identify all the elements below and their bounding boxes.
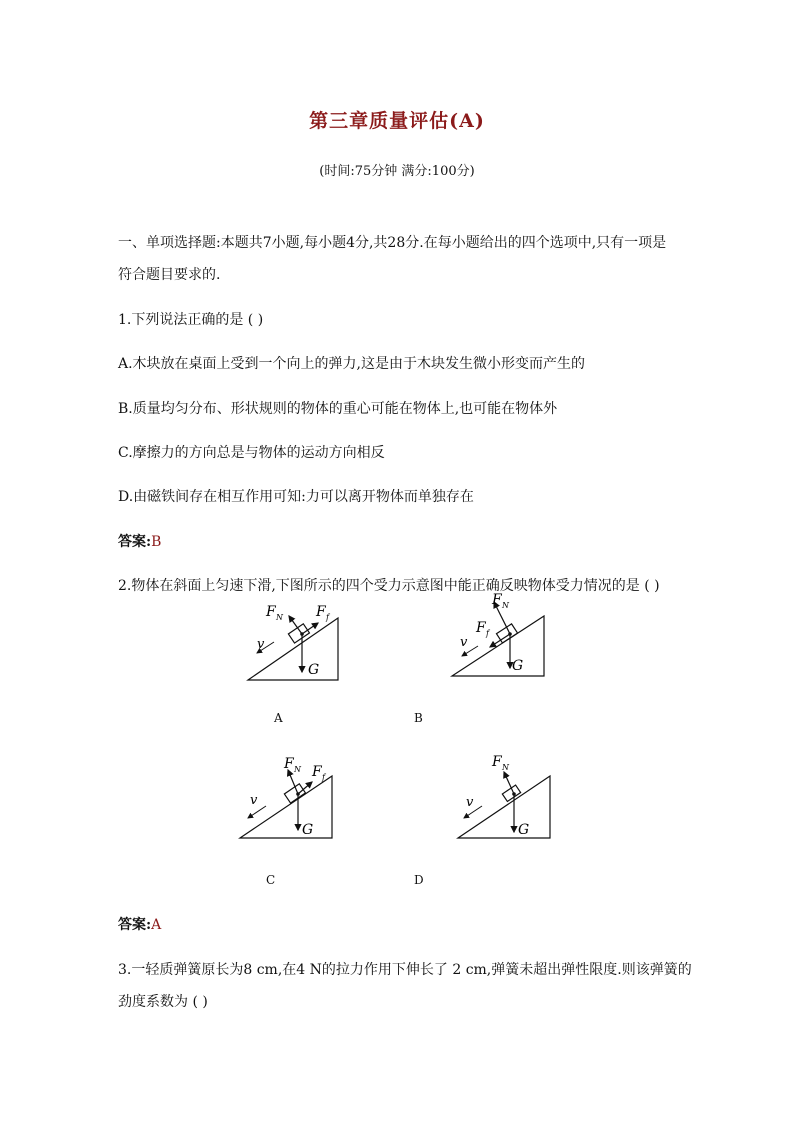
fig-label-b: B — [414, 711, 423, 725]
v-label: v — [466, 795, 474, 810]
q1-stem: 1.下列说法正确的是 ( ) — [118, 312, 264, 328]
answer-value: A — [151, 917, 162, 933]
exam-info: (时间:75分钟 满分:100分) — [319, 164, 475, 179]
page-title: 第三章质量评估(A) — [309, 110, 485, 132]
section-heading-line2: 符合题目要求的. — [118, 267, 221, 283]
section-heading-line1: 一、单项选择题:本题共7小题,每小题4分,共28分.在每小题给出的四个选项中,只有一项是 — [118, 235, 667, 251]
ff-sub: f — [326, 613, 329, 622]
v-label: v — [257, 637, 265, 652]
answer-value: B — [151, 534, 162, 550]
v-label: v — [460, 635, 468, 650]
q1-option-c: C.摩擦力的方向总是与物体的运动方向相反 — [118, 445, 385, 461]
ff-label: F — [476, 620, 486, 636]
v-label: v — [250, 793, 258, 808]
answer-label: 答案: — [118, 534, 152, 550]
q3-stem-line2: 劲度系数为 ( ) — [118, 994, 208, 1010]
fig-label-c: C — [266, 873, 276, 887]
ff-label: F — [316, 604, 326, 620]
q3-stem-line1: 3.一轻质弹簧原长为8 cm,在4 N的拉力作用下伸长了 2 cm,弹簧未超出弹性限度.则该弹簧的 — [118, 962, 692, 978]
fn-label: F — [284, 756, 294, 772]
q1-answer — [118, 531, 161, 551]
q2-answer — [118, 914, 161, 934]
figure-a — [240, 598, 350, 690]
fn-label: F — [266, 604, 276, 620]
g-label: G — [308, 662, 320, 678]
ff-sub: f — [486, 629, 489, 638]
g-label: G — [518, 822, 530, 838]
fn-label: F — [492, 592, 502, 608]
fn-sub: N — [294, 765, 301, 774]
fn-sub: N — [502, 601, 509, 610]
g-label: G — [302, 822, 314, 838]
ff-label: F — [312, 764, 322, 780]
q1-option-a: A.木块放在桌面上受到一个向上的弹力,这是由于木块发生微小形变而产生的 — [118, 356, 586, 372]
fig-label-d: D — [414, 873, 424, 887]
g-label: G — [512, 658, 524, 674]
fn-sub: N — [502, 763, 509, 772]
figure-d — [454, 752, 558, 844]
ff-sub: f — [322, 773, 325, 782]
answer-label: 答案: — [118, 917, 152, 933]
q1-option-d: D.由磁铁间存在相互作用可知:力可以离开物体而单独存在 — [118, 489, 474, 505]
fig-label-a: A — [274, 711, 283, 725]
figure-b — [448, 590, 560, 682]
figure-c — [236, 752, 348, 844]
fn-label: F — [492, 754, 502, 770]
q1-option-b: B.质量均匀分布、形状规则的物体的重心可能在物体上,也可能在物体外 — [118, 401, 558, 417]
fn-sub: N — [276, 613, 283, 622]
q2-stem: 2.物体在斜面上匀速下滑,下图所示的四个受力示意图中能正确反映物体受力情况的是 ( ) — [118, 578, 660, 594]
